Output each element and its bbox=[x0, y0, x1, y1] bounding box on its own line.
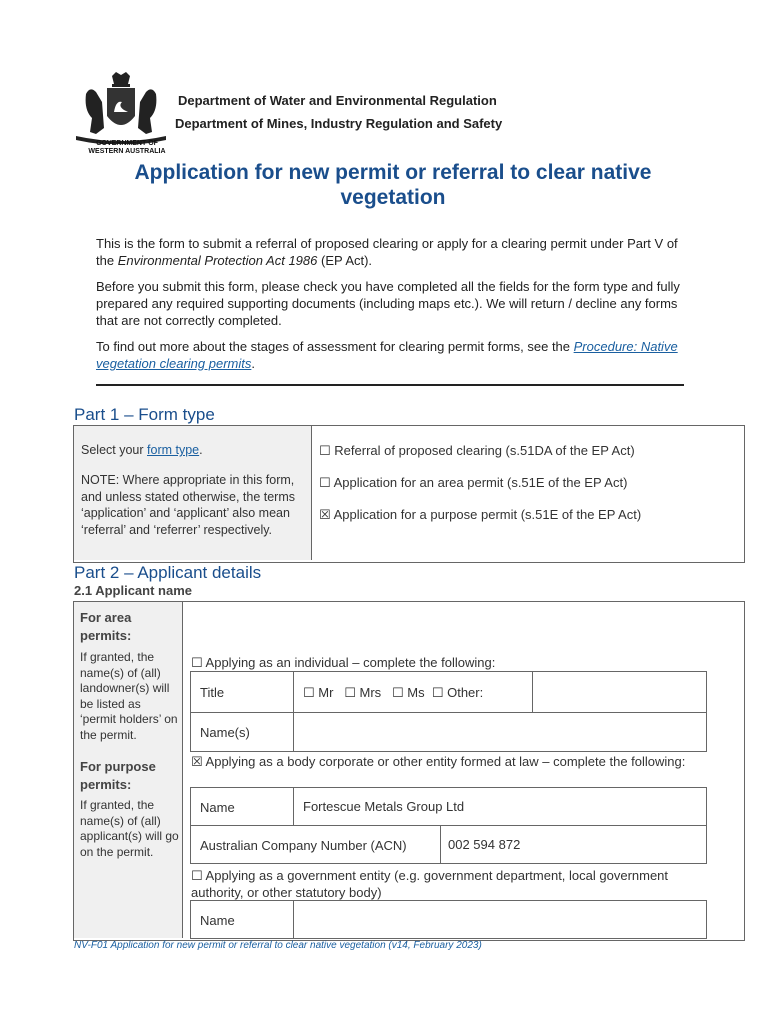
option-referral[interactable] bbox=[319, 443, 635, 459]
acn-label: Australian Company Number (ACN) bbox=[200, 838, 407, 853]
name-value[interactable]: Fortescue Metals Group Ltd bbox=[303, 799, 465, 814]
form-type-link[interactable]: form type bbox=[147, 443, 200, 457]
checkbox-area-permit[interactable]: ☐ bbox=[319, 475, 331, 490]
acn-label-cell bbox=[190, 825, 441, 864]
name-label-cell bbox=[190, 787, 294, 826]
body-corporate-option[interactable]: ☒ Applying as a body corporate or other entity formed at law – complete the following: bbox=[191, 754, 686, 769]
individual-option[interactable]: ☐ Applying as an individual – complete the following: bbox=[191, 655, 496, 670]
applicant-name-subheading: 2.1 Applicant name bbox=[74, 583, 192, 598]
title-label: Title bbox=[200, 685, 225, 700]
government-line-2: WESTERN AUSTRALIA bbox=[88, 148, 166, 155]
purpose-permits-label: For purpose permits: bbox=[80, 759, 156, 792]
intro-p1-act: Environmental Protection Act 1986 bbox=[117, 253, 318, 268]
checkbox-referral[interactable]: ☐ bbox=[319, 443, 331, 458]
government-text bbox=[72, 140, 182, 156]
select-suffix: . bbox=[199, 443, 203, 457]
option-referral-label: Referral of proposed clearing (s.51DA of the EP Act) bbox=[334, 443, 635, 458]
area-permits-text: If granted, the name(s) of (all) landowner(s) will be listed as ‘permit holders’ on the permit. bbox=[80, 650, 178, 742]
gov-name-label-cell bbox=[190, 900, 294, 939]
part2-heading: Part 2 – Applicant details bbox=[74, 563, 262, 582]
procedure-link[interactable]: Procedure: Native vegetation clearing permits bbox=[96, 339, 678, 371]
option-purpose-permit[interactable] bbox=[319, 507, 641, 523]
intro-p3-suffix: . bbox=[251, 356, 255, 371]
acn-value-cell[interactable] bbox=[440, 825, 707, 864]
intro-paragraph-3 bbox=[96, 338, 686, 372]
intro-paragraph-1 bbox=[96, 235, 686, 269]
page-title: Application for new permit or referral to clear native vegetation bbox=[134, 161, 652, 209]
form-type-note: NOTE: Where appropriate in this form, and unless stated otherwise, the terms ‘application’ and ‘applicant’ also mean ‘referral’ and ‘referrer’ respectively. bbox=[81, 473, 296, 537]
names-label-cell bbox=[190, 712, 294, 752]
option-area-permit-label: Application for an area permit (s.51E of the EP Act) bbox=[333, 475, 628, 490]
title-other-input[interactable] bbox=[532, 671, 707, 713]
select-form-type bbox=[81, 442, 303, 458]
intro-p1-suffix: (EP Act). bbox=[317, 253, 373, 268]
divider bbox=[96, 384, 684, 386]
area-permits-label: For area permits: bbox=[80, 610, 132, 643]
names-input[interactable] bbox=[293, 712, 707, 752]
intro-p1-text: This is the form to submit a referral of proposed clearing or apply for a clearing permit under Part V of the bbox=[96, 236, 678, 268]
gov-name-input[interactable] bbox=[293, 900, 707, 939]
intro-paragraph-2: Before you submit this form, please check you have completed all the fields for the form type and fully prepared any required supporting documents (including maps etc.). We will return / decline any forms that are not correctly completed. bbox=[96, 279, 680, 328]
footer-text: NV-F01 Application for new permit or referral to clear native vegetation (v14, February 2023) bbox=[74, 940, 482, 951]
title-label-cell bbox=[190, 671, 294, 713]
purpose-permits-text: If granted, the name(s) of (all) applicant(s) will go on the permit. bbox=[80, 798, 179, 859]
government-line-1: GOVERNMENT OF bbox=[96, 140, 158, 147]
government-entity-option[interactable]: ☐ Applying as a government entity (e.g. government department, local government authority, or other statutory body) bbox=[191, 868, 669, 900]
gov-name-label: Name bbox=[200, 913, 235, 928]
name-value-cell[interactable] bbox=[293, 787, 707, 826]
part1-heading: Part 1 – Form type bbox=[74, 405, 215, 424]
names-label: Name(s) bbox=[200, 725, 250, 740]
intro-p3-text: To find out more about the stages of assessment for clearing permit forms, see the bbox=[96, 339, 574, 354]
acn-value[interactable]: 002 594 872 bbox=[448, 837, 521, 852]
name-label: Name bbox=[200, 800, 235, 815]
department-1: Department of Water and Environmental Regulation bbox=[178, 93, 497, 108]
option-area-permit[interactable] bbox=[319, 475, 627, 491]
title-options[interactable]: ☐ Mr ☐ Mrs ☐ Ms ☐ Other: bbox=[303, 685, 484, 700]
title-options-cell[interactable] bbox=[293, 671, 533, 713]
department-2: Department of Mines, Industry Regulation and Safety bbox=[175, 116, 503, 131]
checkbox-purpose-permit[interactable]: ☒ bbox=[319, 507, 331, 522]
select-text: Select your bbox=[81, 443, 148, 457]
option-purpose-permit-label: Application for a purpose permit (s.51E of the EP Act) bbox=[333, 507, 642, 522]
